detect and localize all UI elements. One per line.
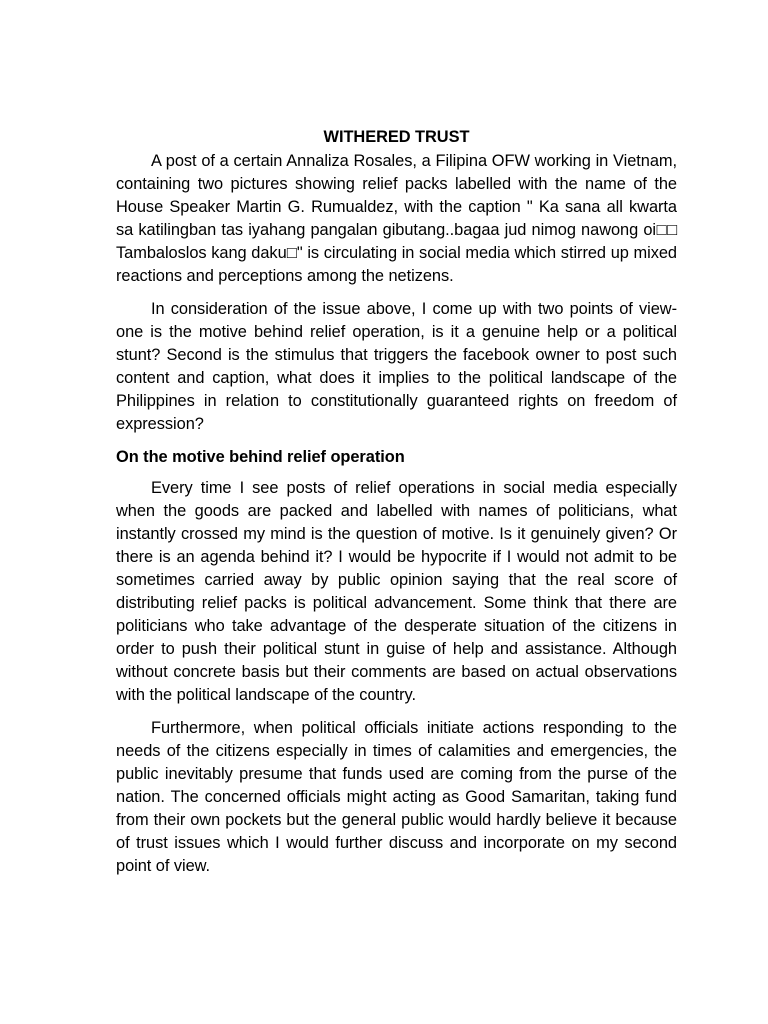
paragraph-political-officials: Furthermore, when political officials initiate actions responding to the needs of the citizens especially in times of calamities and emergencies, the public inevitably presume that funds used are coming from the purse of the nation. The concerned officials might acting as Good Samaritan, taking fund from their own pockets but the general public would hardly believe it because of trust issues which I would further discuss and incorporate on my second point of view. bbox=[116, 719, 677, 875]
document-body bbox=[116, 126, 677, 888]
paragraph-relief-posts: Every time I see posts of relief operations in social media especially when the goods are packed and labelled with names of politicians, what instantly crossed my mind is the question of motive. Is it genuinely given? Or there is an agenda behind it? I would be hypocrite if I would not admit to be sometimes carried away by public opinion saying that the real score of distributing relief packs is political advancement. Some think that there are politicians who take advantage of the desperate situation of the citizens in order to push their political stunt in guise of help and assistance. Although without concrete basis but their comments are based on actual observations with the political landscape of the country. bbox=[116, 479, 677, 704]
paragraph-intro-post: A post of a certain Annaliza Rosales, a Filipina OFW working in Vietnam, containing two pictures showing relief packs labelled with the name of the House Speaker Martin G. Rumualdez, with the caption " Ka sana all kwarta sa katilingban tas iyahang pangalan gibutang..bagaa jud nimog nawong oi□□ Tambaloslos kang daku□" is circulating in social media which stirred up mixed reactions and perceptions among the netizens. bbox=[116, 152, 677, 285]
section-heading-relief-motive: On the motive behind relief operation bbox=[116, 448, 405, 466]
document-title: WITHERED TRUST bbox=[323, 128, 470, 146]
paragraph-intro-points-of-view: In consideration of the issue above, I come up with two points of view- one is the motive behind relief operation, is it a genuine help or a political stunt? Second is the stimulus that triggers the facebook owner to post such content and caption, what does it implies to the political landscape of the Philippines in relation to constitutionally guaranteed rights on freedom of expression? bbox=[116, 300, 677, 433]
